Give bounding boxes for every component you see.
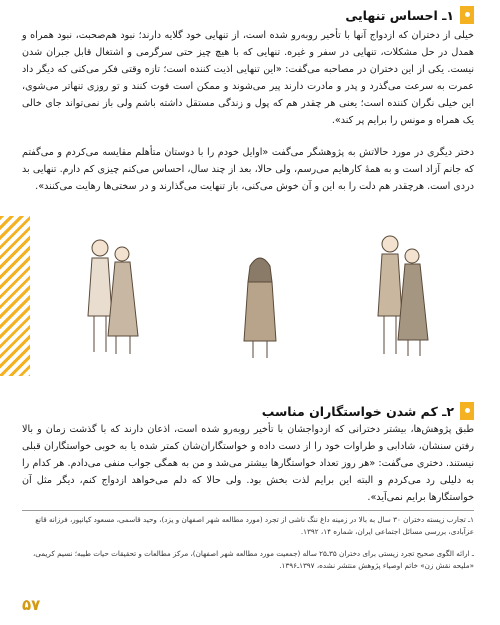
section-1-paragraph-2: دختر دیگری در مورد حالاتش به پژوهشگر می‌گفت «اوایل خودم را با دوستان متأهلم مقایسه می‌کردم و می‌گفتم که جانم آزاد است و به همهٔ کارهایم می‌رسم، ولی حالا، بعد از چند سال، احساس می‌کنم چیزی کم دارم. تنهایی بد دردی است. هرچقدر هم دلت را به این و آن خوش می‌کنی، باز تنهایت می‌گذارند و در سختی‌ها رهایت می‌کنند». xyxy=(22,147,474,193)
single-girl-figure xyxy=(244,258,276,358)
section-1-paragraph-1: خیلی از دختران که ازدواج آنها با تأخیر روبه‌رو شده است، از تنهایی خود گلایه دارند؛ نبود هم‌صحبت، نبود همراه و همدل در حل مشکلات، تنهایی در سفر و غیره. تنهایی که با هیچ چیز حتی سرگرمی و اشتغال قابل جبران شدن نیست. یکی از این دختران در مصاحبه می‌گفت: «این تنهایی اذیت کننده است؛ تازه وقتی فکر می‌کنی که دیگر داد عمرت به سرعت می‌گذرد و پدر و مادرت دارند پیر می‌شوند و ممکن است فوت کنند و تو روزی تنهاتر می‌شوی، این خیلی نگران کننده است؛ یعنی هر چقدر هم که پول و زندگی مستقل داشته باشم ولی باز نمی‌تواند جای خالی یک همراه و مونس را برایم پر کند». xyxy=(22,30,474,127)
illustration-panel xyxy=(0,216,500,376)
couple-left-figure xyxy=(88,240,138,354)
section-marker-icon xyxy=(460,402,474,420)
section-2-heading xyxy=(262,402,474,420)
section-2-paragraph-1: طبق پژوهش‌ها، بیشتر دخترانی که ازدواجشان با تأخیر روبه‌رو شده است، اذعان دارند که با گذشت زمان و بالا رفتن سنشان، شادابی و طراوات خود را از دست داده و خواستگاران‌شان کمتر شده یا به خوبی خواستگاران قبلی نیستند. دختری می‌گفت: «هر روز تعداد خواستگارها بیشتر می‌شد و من به همگی جواب منفی می‌دادم. هر کدام را به دلیلی رد می‌کردم و البته این برایم لذت بخش بود. ولی حالا که دلم می‌خواهد ازدواج کنم، دیگر مثل آن خواستگارها برایم نمی‌آید». xyxy=(22,424,474,504)
decorative-stripes xyxy=(0,216,30,376)
section-marker-icon xyxy=(460,6,474,24)
section-1-title: ۱ـ احساس تنهایی xyxy=(345,7,454,23)
section-1-heading xyxy=(345,6,474,24)
section-2-title: ۲ـ کم شدن خواستگاران مناسب xyxy=(261,403,454,419)
couple-right-figure xyxy=(378,236,428,356)
page-number: ۵۷ xyxy=(22,596,41,614)
footnote-2: ـ ارائه الگوی صحیح تجرد زیستی برای دختران ۳۵ـ۲۵ ساله (جمعیت مورد مطالعه شهر اصفهان)، مرکز مطالعات و تحقیقات حیات طیبه؛ نسیم کریمی، «ملیحه نقش زن» خاتم اوصیاء پژوهش منتشر نشده، ۱۳۹۷ـ۱۳۹۶. xyxy=(32,549,474,570)
illustration-figures xyxy=(60,216,480,376)
footnote-divider xyxy=(22,510,474,511)
footnote-1: ۱ـ تجارب زیسته دختران ۳۰ سال به بالا در زمینه داغ ننگ ناشی از تجرد (مورد مطالعه شهر اصفهان و یزد)، وحید قاسمی، مسعود کیانپور، فرزانه قانع عزآبادی، بررسی مسائل اجتماعی ایران، شماره ۱۴، ۱۳۹۲. xyxy=(35,515,474,536)
